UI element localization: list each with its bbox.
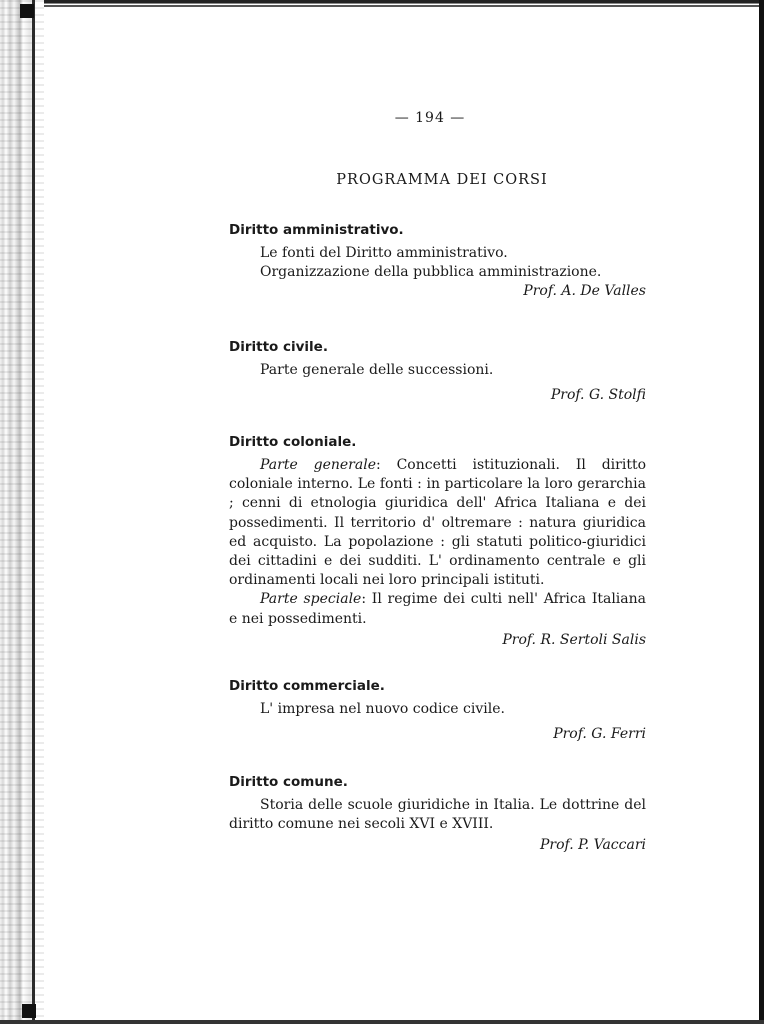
course-section-commerciale [229, 676, 646, 744]
course-heading: Diritto civile. [229, 339, 328, 355]
part-label: Parte generale [260, 457, 376, 473]
course-heading: Diritto amministrativo. [229, 222, 404, 238]
description-text: Storia delle scuole giuridiche in Italia. Le dottrine del diritto comune nei secoli XVI e XVIII. [229, 797, 646, 833]
professor-name: Prof. G. Ferri [553, 726, 646, 743]
scan-top-edge [0, 0, 764, 8]
scan-binding-edge [0, 0, 44, 1024]
course-heading: Diritto coloniale. [229, 434, 357, 450]
corner-mark-bottom [22, 1004, 36, 1018]
course-description [229, 244, 646, 282]
page-number: — 194 — [394, 110, 466, 126]
description-line: Parte generale delle successioni. [260, 362, 494, 378]
part-label: Parte speciale [260, 591, 362, 608]
description-line: Le fonti del Diritto amministrativo. [260, 245, 508, 261]
description-line: Organizzazione della pubblica amministrazione. [260, 264, 602, 281]
scan-right-edge [759, 0, 764, 1024]
course-description [229, 700, 646, 719]
professor-name: Prof. R. Sertoli Salis [502, 631, 646, 648]
scan-bottom-edge [0, 1020, 764, 1024]
course-description-part-general [229, 456, 646, 590]
description-line: L' impresa nel nuovo codice civile. [260, 701, 505, 717]
corner-mark-top [20, 4, 34, 18]
part-text: : Concetti istituzionali. Il diritto coloniale interno. Le fonti : in particolare la loro gerarchia ; cenni di etnologia giuridica dell' Africa Italiana e dei possedimenti. Il territorio d' oltremare : natura giuridica ed acquisto. La popolazione : gli statuti politico-giuridici dei cittadini e dei sudditi. L' ordinamento centrale e gli ordinamenti locali nei loro principali istituti. [229, 457, 646, 589]
course-section-comune [229, 772, 646, 855]
course-section-amministrativo [229, 220, 646, 301]
course-heading: Diritto comune. [229, 774, 348, 790]
course-section-coloniale [229, 432, 646, 650]
part-text: : Il regime dei culti nell' Africa Italiana e nei possedimenti. [229, 591, 646, 627]
course-description-part-special [229, 590, 646, 628]
course-description [229, 361, 646, 380]
course-description [229, 796, 646, 834]
professor-name: Prof. G. Stolfi [550, 387, 646, 404]
professor-name: Prof. A. De Valles [523, 283, 646, 300]
page-title: PROGRAMMA DEI CORSI [336, 172, 548, 188]
course-section-civile [229, 337, 646, 405]
professor-name: Prof. P. Vaccari [540, 837, 646, 854]
course-heading: Diritto commerciale. [229, 678, 385, 694]
